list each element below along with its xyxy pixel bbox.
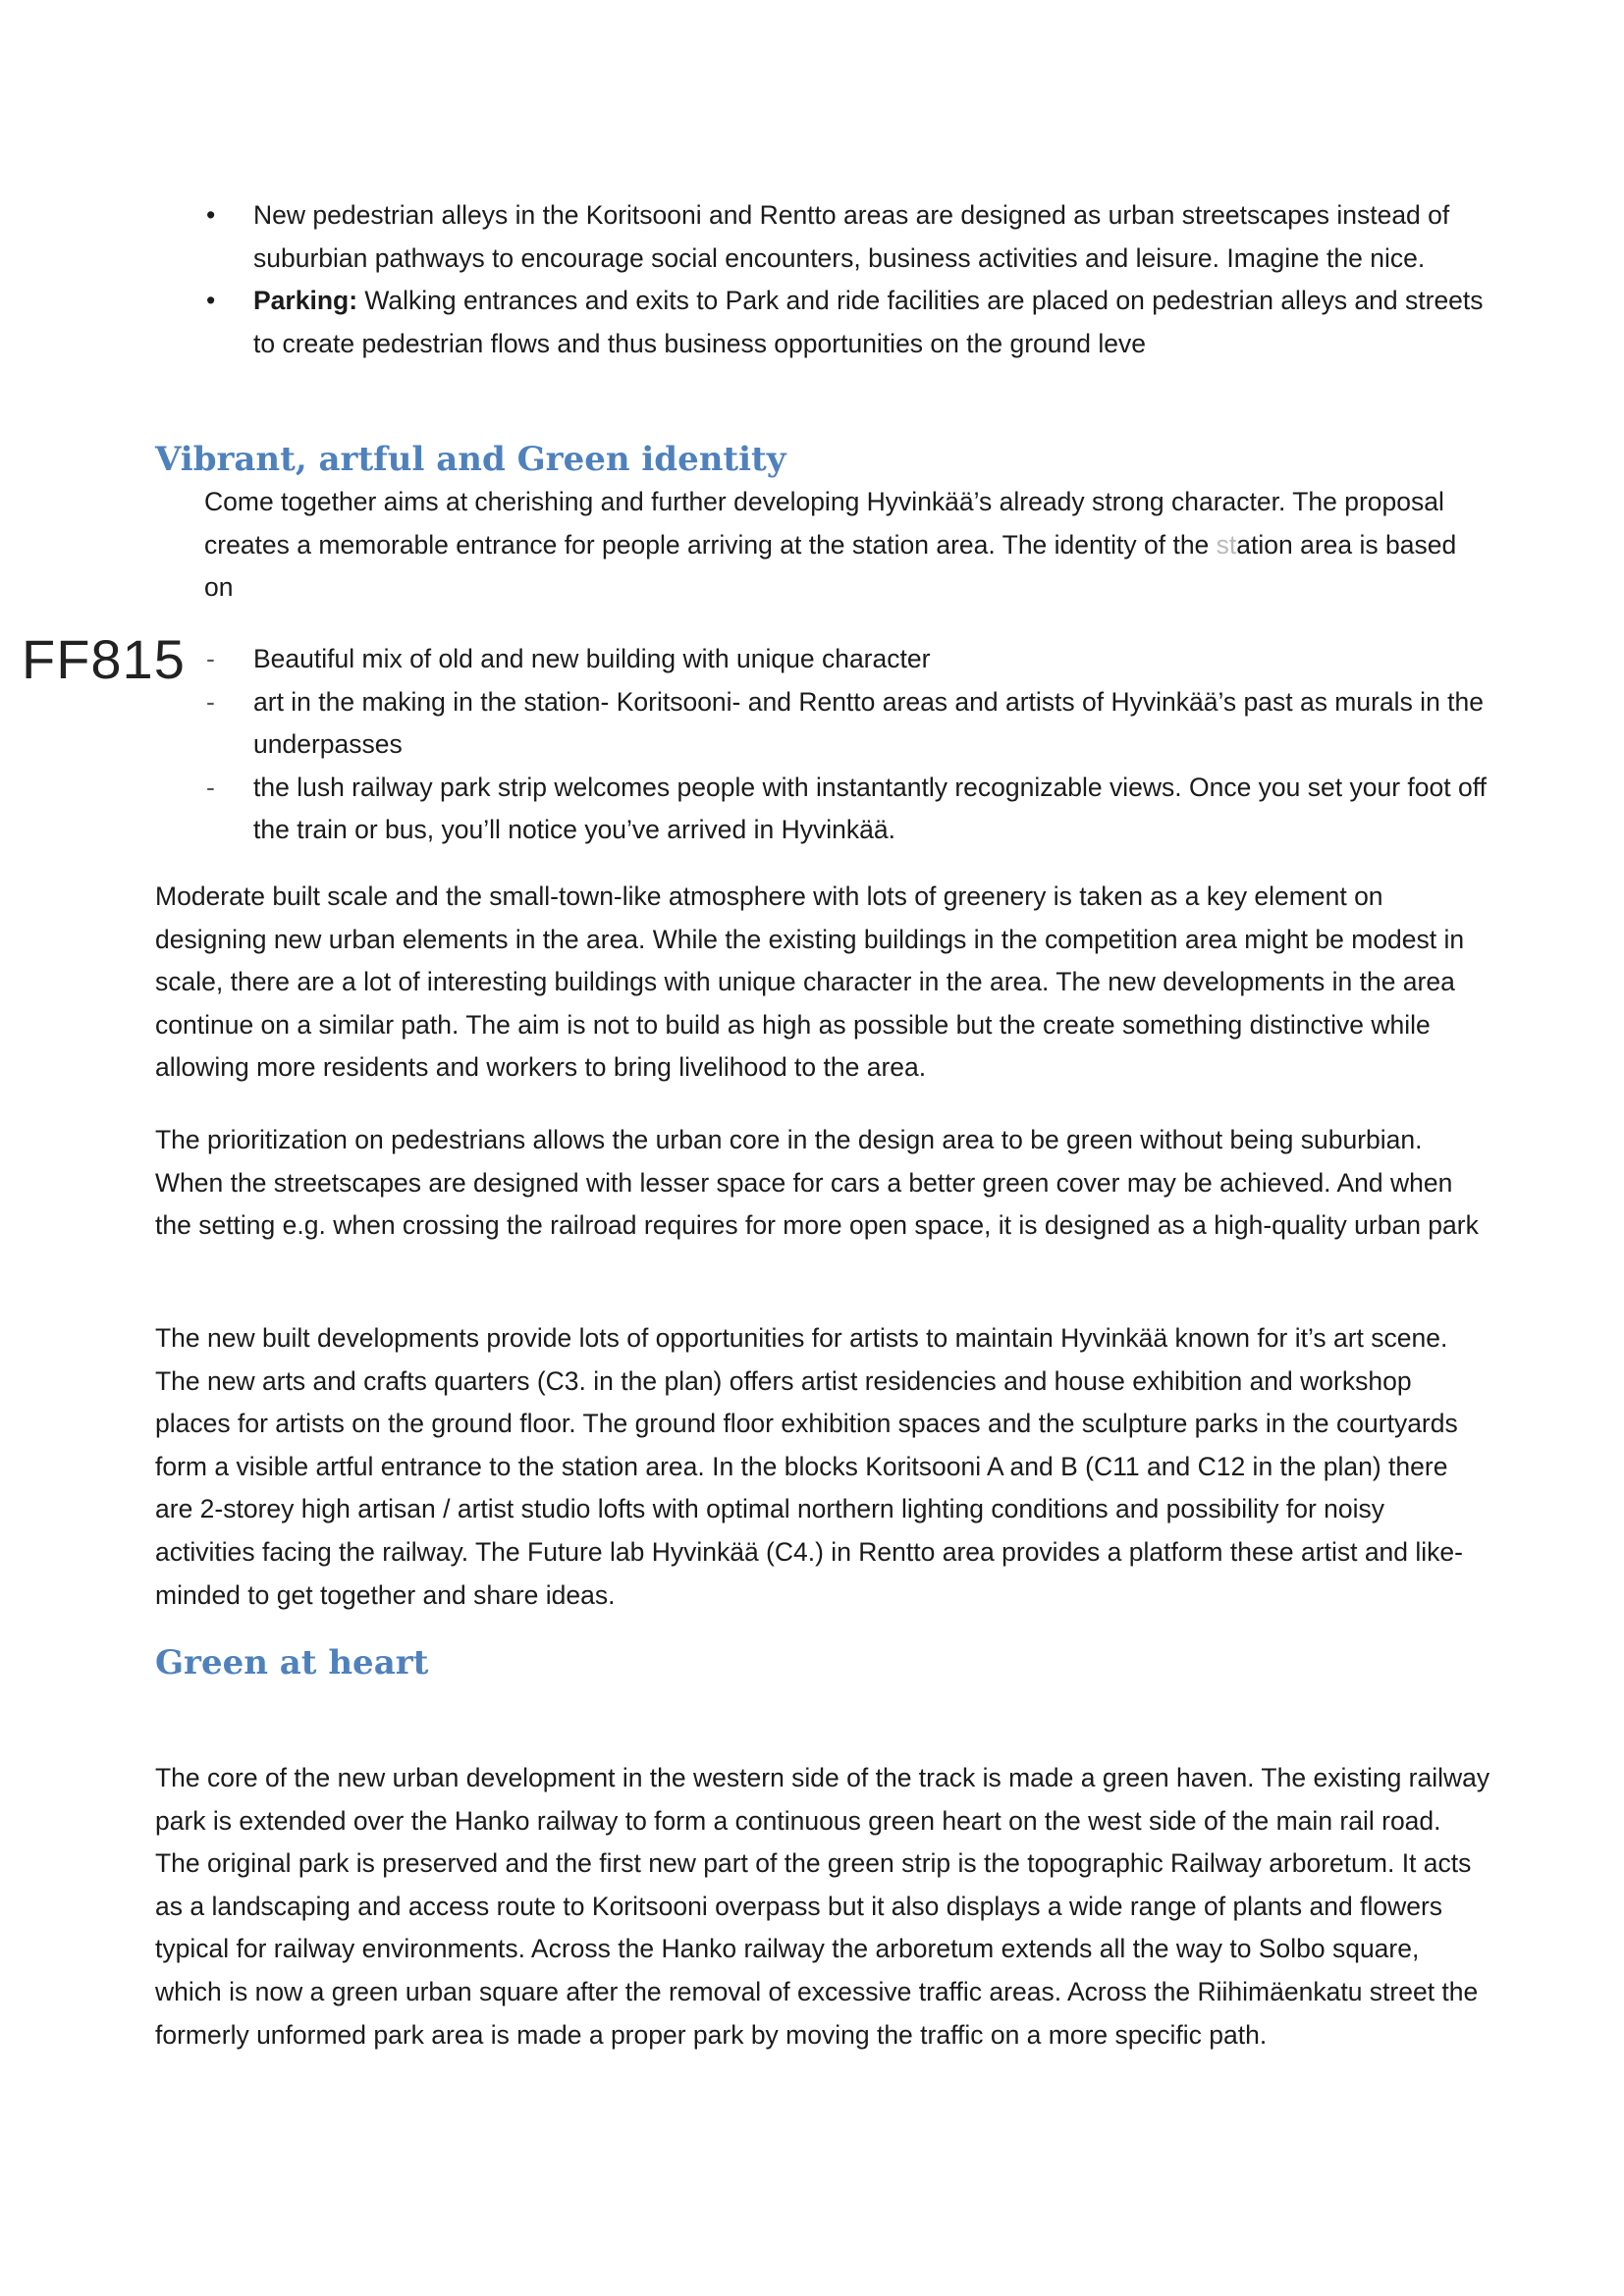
bullet-list	[192, 194, 1508, 365]
intro-text-end: ation area is based on	[204, 529, 1457, 603]
body-paragraph: The core of the new urban development in the western side of the track is made a green haven. The existing railway park is extended over the Hanko railway to form a continuous green heart on the west side of the main rail road. The original park is preserved and the first new part of the green strip is the topographic Railway arboretum. It acts as a landscaping and access route to Koritsooni overpass but it also displays a wide range of plants and flowers typical for railway environments. Across the Hanko railway the arboretum extends all the way to Solbo square, which is now a green urban square after the removal of excessive traffic areas. Across the Riihimäenkatu street the formerly unformed park area is made a proper park by moving the traffic on a more specific path.	[155, 1763, 1490, 2050]
stamp-code: FF815	[22, 628, 186, 690]
intro-text: Come together aims at cherishing and further developing Hyvinkää’s already strong character. The proposal creates a memorable entrance for people arriving at the station area. The identity of the	[204, 487, 1444, 560]
list-item-text: Walking entrances and exits to Park and ride facilities are placed on pedestrian alleys and streets to create pedestrian flows and thus business opportunities on the ground leve	[253, 286, 1484, 358]
list-item	[192, 194, 1508, 280]
dash-list	[192, 638, 1508, 852]
body-paragraph: The prioritization on pedestrians allows the urban core in the design area to be green without being suburbian. When the streetscapes are designed with lesser space for cars a better green cover may be achieved. And when the setting e.g. when crossing the railroad requires for more open space, it is designed as a high-quality urban park	[155, 1125, 1479, 1241]
list-item	[192, 767, 1508, 852]
body-paragraph: The new built developments provide lots of opportunities for artists to maintain Hyvinkää known for it’s art scene. The new arts and crafts quarters (C3. in the plan) offers artist residencies and house exhibition and workshop places for artists on the ground floor. The ground floor exhibition spaces and the sculpture parks in the courtyards form a visible artful entrance to the station area. In the blocks Koritsooni A and B (C11 and C12 in the plan) there are 2-storey high artisan / artist studio lofts with optimal northern lighting conditions and possibility for noisy activities facing the railway. The Future lab Hyvinkää (C4.) in Rentto area provides a platform these artist and like-minded to get together and share ideas.	[155, 1323, 1463, 1610]
list-item-bold-label: Parking:	[253, 286, 358, 316]
list-item-text: Beautiful mix of old and new building with unique character	[253, 644, 931, 673]
list-item	[192, 280, 1508, 365]
list-item-text: art in the making in the station- Koritsooni- and Rentto areas and artists of Hyvinkää’s past as murals in the underpasses	[253, 686, 1485, 760]
section-intro	[204, 481, 1481, 610]
section-heading: Vibrant, artful and Green identity	[155, 440, 786, 479]
bullet-marker: •	[206, 200, 216, 230]
bullet-marker: •	[206, 286, 216, 316]
intro-faded-text: st	[1216, 529, 1237, 560]
dash-marker: -	[206, 644, 215, 673]
dash-marker: -	[206, 686, 215, 717]
dash-marker: -	[206, 772, 215, 802]
list-item	[192, 638, 1508, 681]
section-heading: Green at heart	[155, 1643, 429, 1682]
list-item-text: the lush railway park strip welcomes people with instantantly recognizable views. Once you set your foot off the train or bus, you’ll notice you’ve arrived in Hyvinkää.	[253, 772, 1487, 845]
list-item-text: New pedestrian alleys in the Koritsooni and Rentto areas are designed as urban streetscapes instead of suburbian pathways to encourage social encounters, business activities and leisure. Imagine the nice.	[253, 200, 1450, 273]
body-paragraph: Moderate built scale and the small-town-like atmosphere with lots of greenery is taken as a key element on designing new urban elements in the area. While the existing buildings in the competition area might be modest in scale, there are a lot of interesting buildings with unique character in the area. The new developments in the area continue on a similar path. The aim is not to build as high as possible but the create something distinctive while allowing more residents and workers to bring livelihood to the area.	[155, 881, 1465, 1083]
list-item	[192, 681, 1508, 767]
